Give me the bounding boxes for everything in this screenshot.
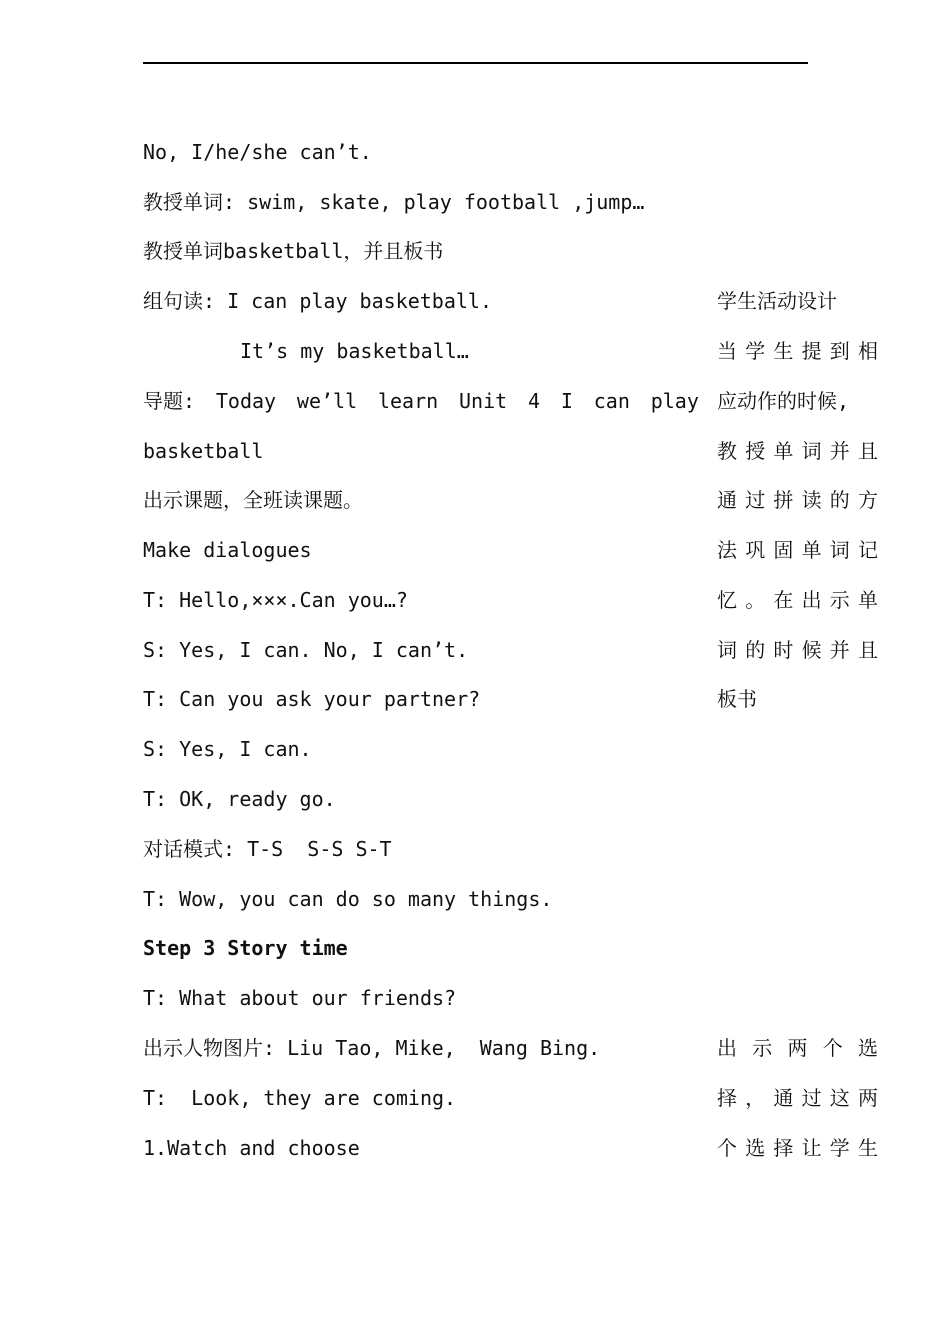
text-line: T: What about our friends? bbox=[143, 986, 457, 1010]
text-line: T: Look, they are coming. bbox=[143, 1086, 457, 1110]
side-note-heading: 学生活动设计 bbox=[717, 289, 837, 313]
text-line: basketball bbox=[143, 439, 264, 463]
text-line: T: Wow, you can do so many things. bbox=[143, 887, 553, 911]
text-line: 出示课题，全班读课题。 bbox=[143, 488, 363, 512]
header-rule bbox=[143, 62, 808, 64]
text-line: 1.Watch and choose bbox=[143, 1136, 360, 1160]
word: play bbox=[650, 389, 699, 413]
word: we’ll bbox=[296, 389, 358, 413]
side-note-line: 通过拼读的方 bbox=[717, 488, 878, 512]
word: Unit bbox=[459, 389, 508, 413]
side-note-line: 板书 bbox=[717, 687, 757, 711]
word: 4 bbox=[528, 389, 541, 413]
text-line: Make dialogues bbox=[143, 538, 312, 562]
text-line: T: OK, ready go. bbox=[143, 787, 336, 811]
text-line: T: Can you ask your partner? bbox=[143, 687, 481, 711]
word: learn bbox=[377, 389, 439, 413]
side-note-line: 择，通过这两 bbox=[717, 1086, 878, 1110]
side-note-line: 当学生提到相 bbox=[717, 339, 878, 363]
word: 导题: bbox=[143, 389, 196, 413]
side-note-line: 教授单词并且 bbox=[717, 439, 878, 463]
text-line: 教授单词: swim, skate, play football ,jump… bbox=[143, 190, 645, 214]
text-line: No, I/he/she can’t. bbox=[143, 140, 372, 164]
side-note-line: 个选择让学生 bbox=[717, 1136, 878, 1160]
word: Today bbox=[215, 389, 277, 413]
text-line: 教授单词basketball，并且板书 bbox=[143, 239, 444, 263]
side-note-line: 应动作的时候, bbox=[717, 389, 850, 413]
section-heading: Step 3 Story time bbox=[143, 936, 348, 960]
text-line: T: Hello,×××.Can you…? bbox=[143, 588, 408, 612]
text-line: S: Yes, I can. No, I can’t. bbox=[143, 638, 469, 662]
word: I bbox=[560, 389, 573, 413]
text-line: It’s my basketball… bbox=[240, 339, 469, 363]
text-line: 对话模式: T-S S-S S-T bbox=[143, 837, 392, 861]
text-line: 出示人物图片: Liu Tao, Mike, Wang Bing. bbox=[143, 1036, 601, 1060]
side-note-line: 出示两个选 bbox=[717, 1036, 878, 1060]
text-line: S: Yes, I can. bbox=[143, 737, 312, 761]
word: can bbox=[593, 389, 630, 413]
side-note-line: 法巩固单词记 bbox=[717, 538, 878, 562]
text-line-justified bbox=[143, 389, 699, 413]
text-line: 组句读: I can play basketball. bbox=[143, 289, 492, 313]
side-note-line: 忆。在出示单 bbox=[717, 588, 878, 612]
side-note-line: 词的时候并且 bbox=[717, 638, 878, 662]
